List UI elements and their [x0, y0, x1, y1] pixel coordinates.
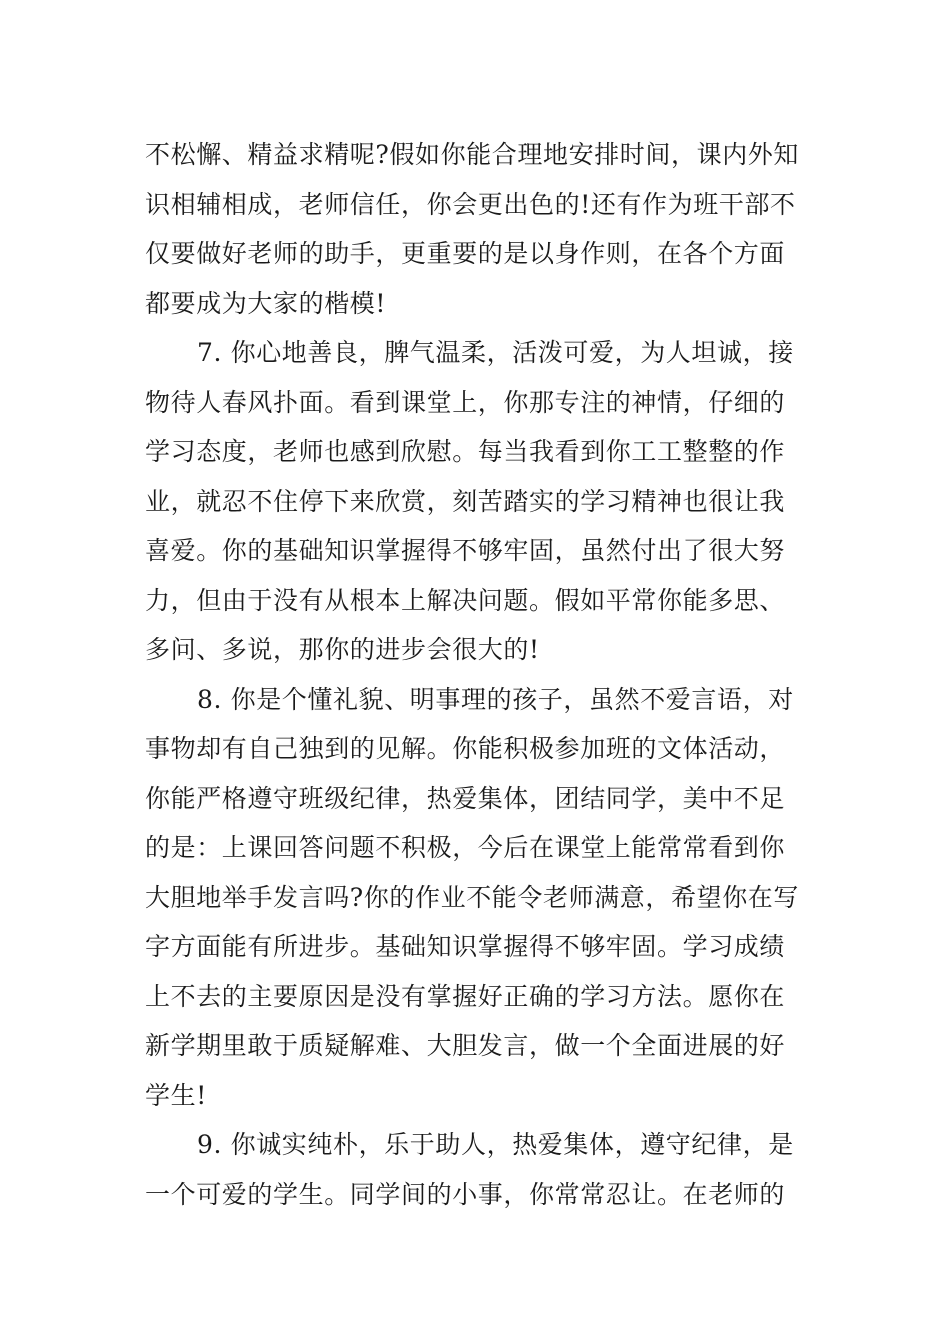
text-line: 多问、多说，那你的进步会很大的!	[145, 635, 540, 664]
text-line: 事物却有自己独到的见解。你能积极参加班的文体活动，	[145, 734, 786, 763]
text-line: 业，就忍不住停下来欣赏，刻苦踏实的学习精神也很让我	[145, 486, 786, 516]
document-body	[145, 130, 815, 1219]
text-line: 学习态度，老师也感到欣慰。每当我看到你工工整整的作	[145, 437, 786, 466]
text-line: 字方面能有所进步。基础知识掌握得不够牢固。学习成绩	[145, 932, 786, 961]
text-line: 一个可爱的学生。同学间的小事，你常常忍让。在老师的	[145, 1179, 786, 1209]
text-line: 你能严格遵守班级纪律，热爱集体，团结同学，美中不足	[145, 783, 786, 813]
text-line: 都要成为大家的楷模!	[145, 288, 387, 318]
paragraph-9-start: 9. 你诚实纯朴，乐于助人，热爱集体，遵守纪律，是	[197, 1130, 794, 1159]
text-line: 的是：上课回答问题不积极，今后在课堂上能常常看到你	[145, 833, 786, 862]
text-line: 仅要做好老师的助手，更重要的是以身作则，在各个方面	[145, 239, 786, 268]
paragraph-7-start: 7. 你心地善良，脾气温柔，活泼可爱，为人坦诚，接	[197, 338, 794, 367]
text-line: 喜爱。你的基础知识掌握得不够牢固，虽然付出了很大努	[145, 536, 786, 565]
text-line: 力，但由于没有从根本上解决问题。假如平常你能多思、	[145, 585, 786, 615]
text-line: 大胆地举手发言吗?你的作业不能令老师满意，希望你在写	[145, 882, 800, 912]
paragraph-8-start: 8. 你是个懂礼貌、明事理的孩子，虽然不爱言语，对	[197, 684, 794, 714]
text-line: 上不去的主要原因是没有掌握好正确的学习方法。愿你在	[145, 981, 786, 1011]
text-line: 物待人春风扑面。看到课堂上，你那专注的神情，仔细的	[145, 387, 786, 417]
text-line: 学生!	[145, 1080, 207, 1110]
text-line: 新学期里敢于质疑解难、大胆发言，做一个全面进展的好	[145, 1031, 786, 1060]
text-line: 不松懈、精益求精呢?假如你能合理地安排时间，课内外知	[145, 140, 800, 169]
text-line: 识相辅相成，老师信任，你会更出色的!还有作为班干部不	[145, 189, 796, 219]
